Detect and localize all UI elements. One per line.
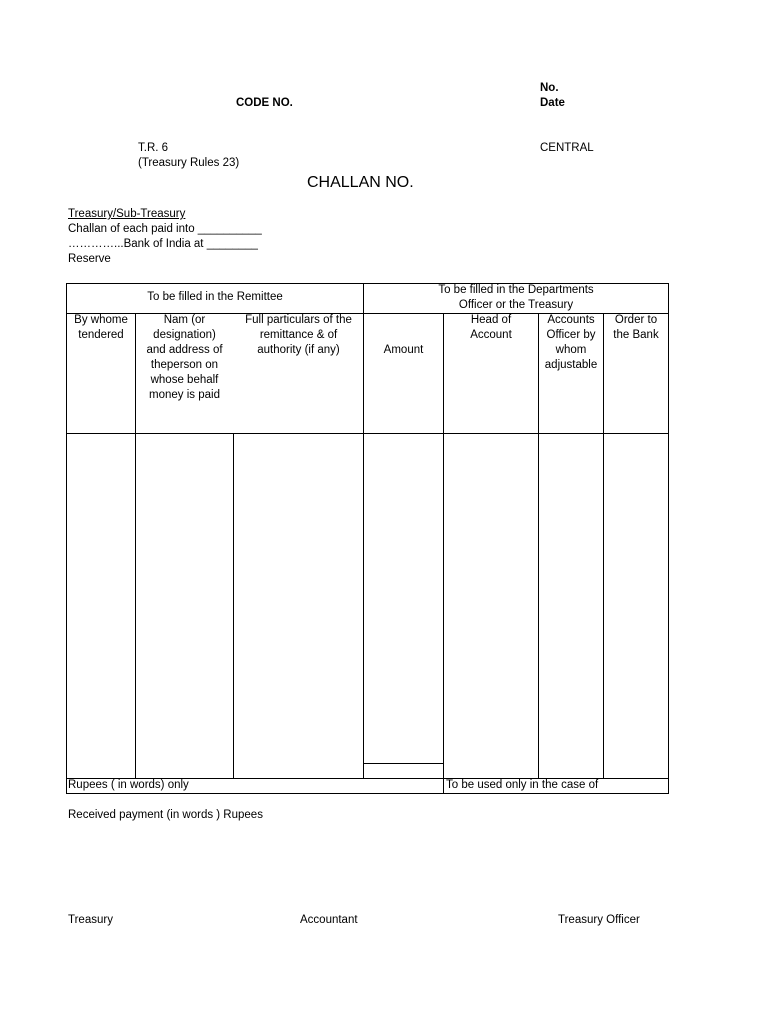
column-header-name-address: Nam (or designation) and address of theperson on whose behalf money is paid: [146, 314, 223, 401]
column-header-tendered-by: By whome tendered: [74, 314, 128, 341]
to-be-used-label: To be used only in the case of: [446, 779, 599, 791]
central-label: CENTRAL: [540, 142, 594, 154]
received-payment-label: Received payment (in words ) Rupees: [68, 809, 263, 821]
code-no-label: CODE NO.: [236, 97, 293, 109]
column-header-amount: Amount: [383, 344, 424, 356]
bank-line: …………...Bank of India at ________: [68, 238, 258, 250]
column-header-order-to-bank: Order to the Bank: [613, 314, 659, 341]
column-header-accounts-officer: Accounts Officer by whom adjustable: [544, 314, 598, 371]
rule-reference: (Treasury Rules 23): [138, 157, 240, 169]
remittee-header: To be filled in the Remittee: [147, 291, 283, 303]
treasury-officer-signature-label: Treasury Officer: [558, 914, 640, 926]
challan-line: Challan of each paid into __________: [68, 223, 262, 235]
no-label: No.: [540, 82, 559, 94]
treasury-signature-label: Treasury: [68, 914, 113, 926]
accountant-signature-label: Accountant: [300, 914, 358, 926]
column-header-head-of-account: Head of Account: [470, 314, 512, 341]
form-code: T.R. 6: [138, 142, 169, 154]
column-header-particulars: Full particulars of the remittance & of authority (if any): [245, 314, 352, 356]
rupees-in-words-label: Rupees ( in words) only: [68, 779, 189, 791]
date-label: Date: [540, 97, 565, 109]
department-header: To be filled in the Departments Officer or the Treasury: [438, 284, 594, 311]
reserve-line: Reserve: [68, 253, 111, 265]
document-title: CHALLAN NO.: [307, 174, 414, 191]
treasury-line: Treasury/Sub-Treasury: [68, 208, 186, 220]
